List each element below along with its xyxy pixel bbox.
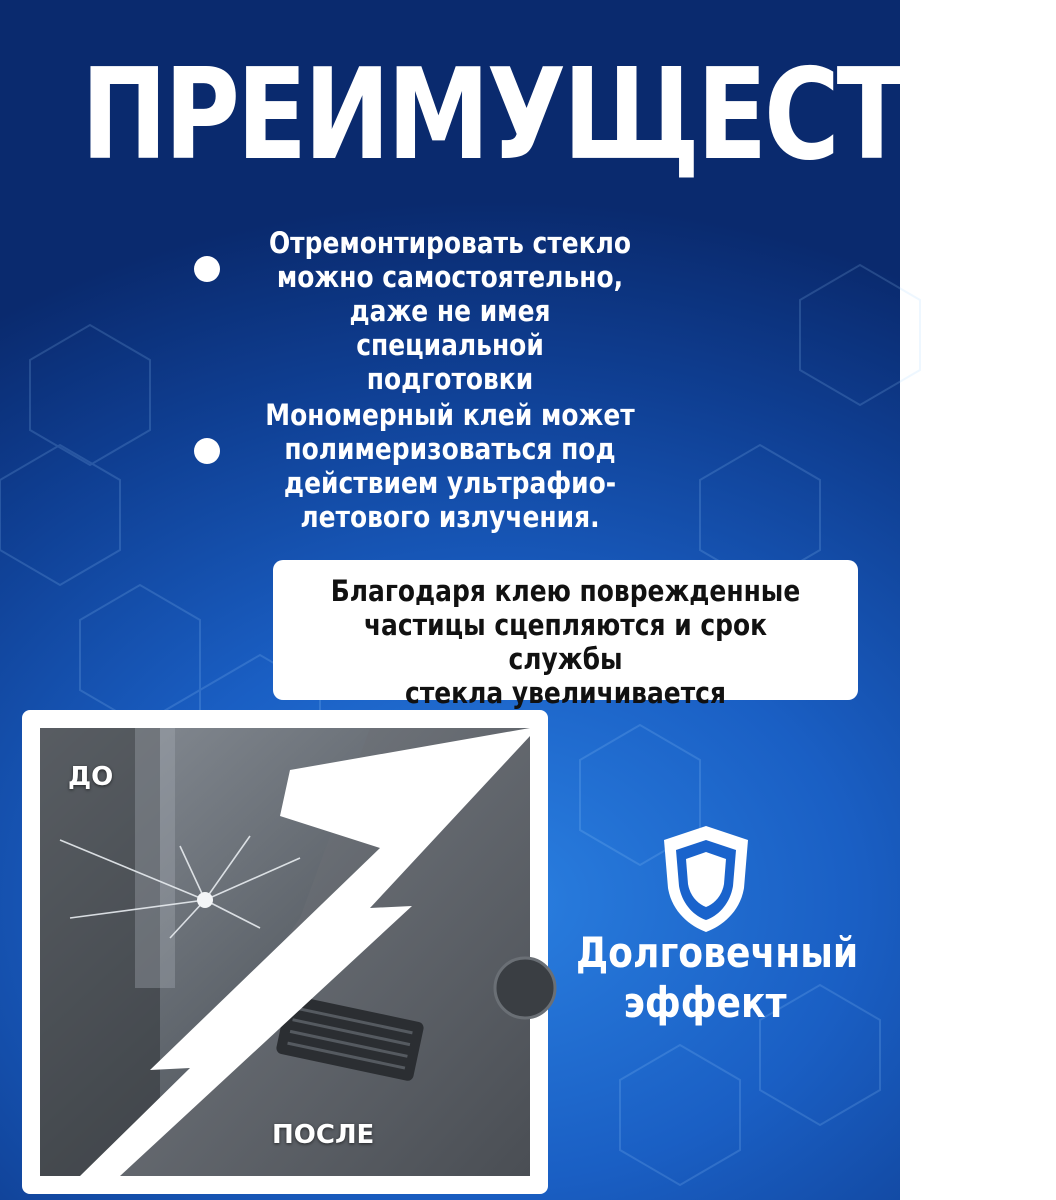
feature-text	[576, 928, 859, 1028]
pillar-highlight	[135, 728, 175, 988]
bullet-2-line: Мономерный клей может	[265, 398, 635, 432]
bullet-1-line: подготовки	[366, 362, 534, 396]
bullet-2-line: действием ультрафио-	[283, 466, 617, 500]
crack-impact-point	[197, 892, 213, 908]
bullet-1-line: можно самостоятельно,	[276, 260, 624, 294]
bullet-2-line: летового излучения.	[300, 500, 600, 534]
bullet-1-text	[252, 226, 648, 396]
info-note-text	[314, 574, 817, 710]
page-title: ПРЕИМУЩЕСТВА	[81, 41, 1056, 188]
after-label: ПОСЛЕ	[272, 1120, 375, 1150]
bullet-1-line: даже не имея специальной	[349, 294, 551, 362]
bullet-1-line: Отремонтировать стекло	[268, 226, 632, 260]
bullet-point-icon	[194, 256, 220, 282]
shield-icon	[658, 822, 754, 936]
feature-line: эффект	[623, 978, 787, 1027]
note-line: Благодаря клею поврежденные	[330, 574, 801, 608]
speaker-grille	[495, 958, 555, 1018]
before-after-photo	[40, 728, 530, 1176]
bullet-2-text	[252, 398, 648, 534]
info-note-box	[273, 560, 858, 710]
bullet-2-line: полимеризоваться под	[284, 432, 616, 466]
feature-line: Долговечный	[576, 928, 859, 977]
before-label: ДО	[68, 762, 114, 792]
note-line: частицы сцепляются и срок службы	[363, 608, 768, 676]
note-line: стекла увеличивается	[405, 676, 726, 710]
bullet-point-icon	[194, 438, 220, 464]
